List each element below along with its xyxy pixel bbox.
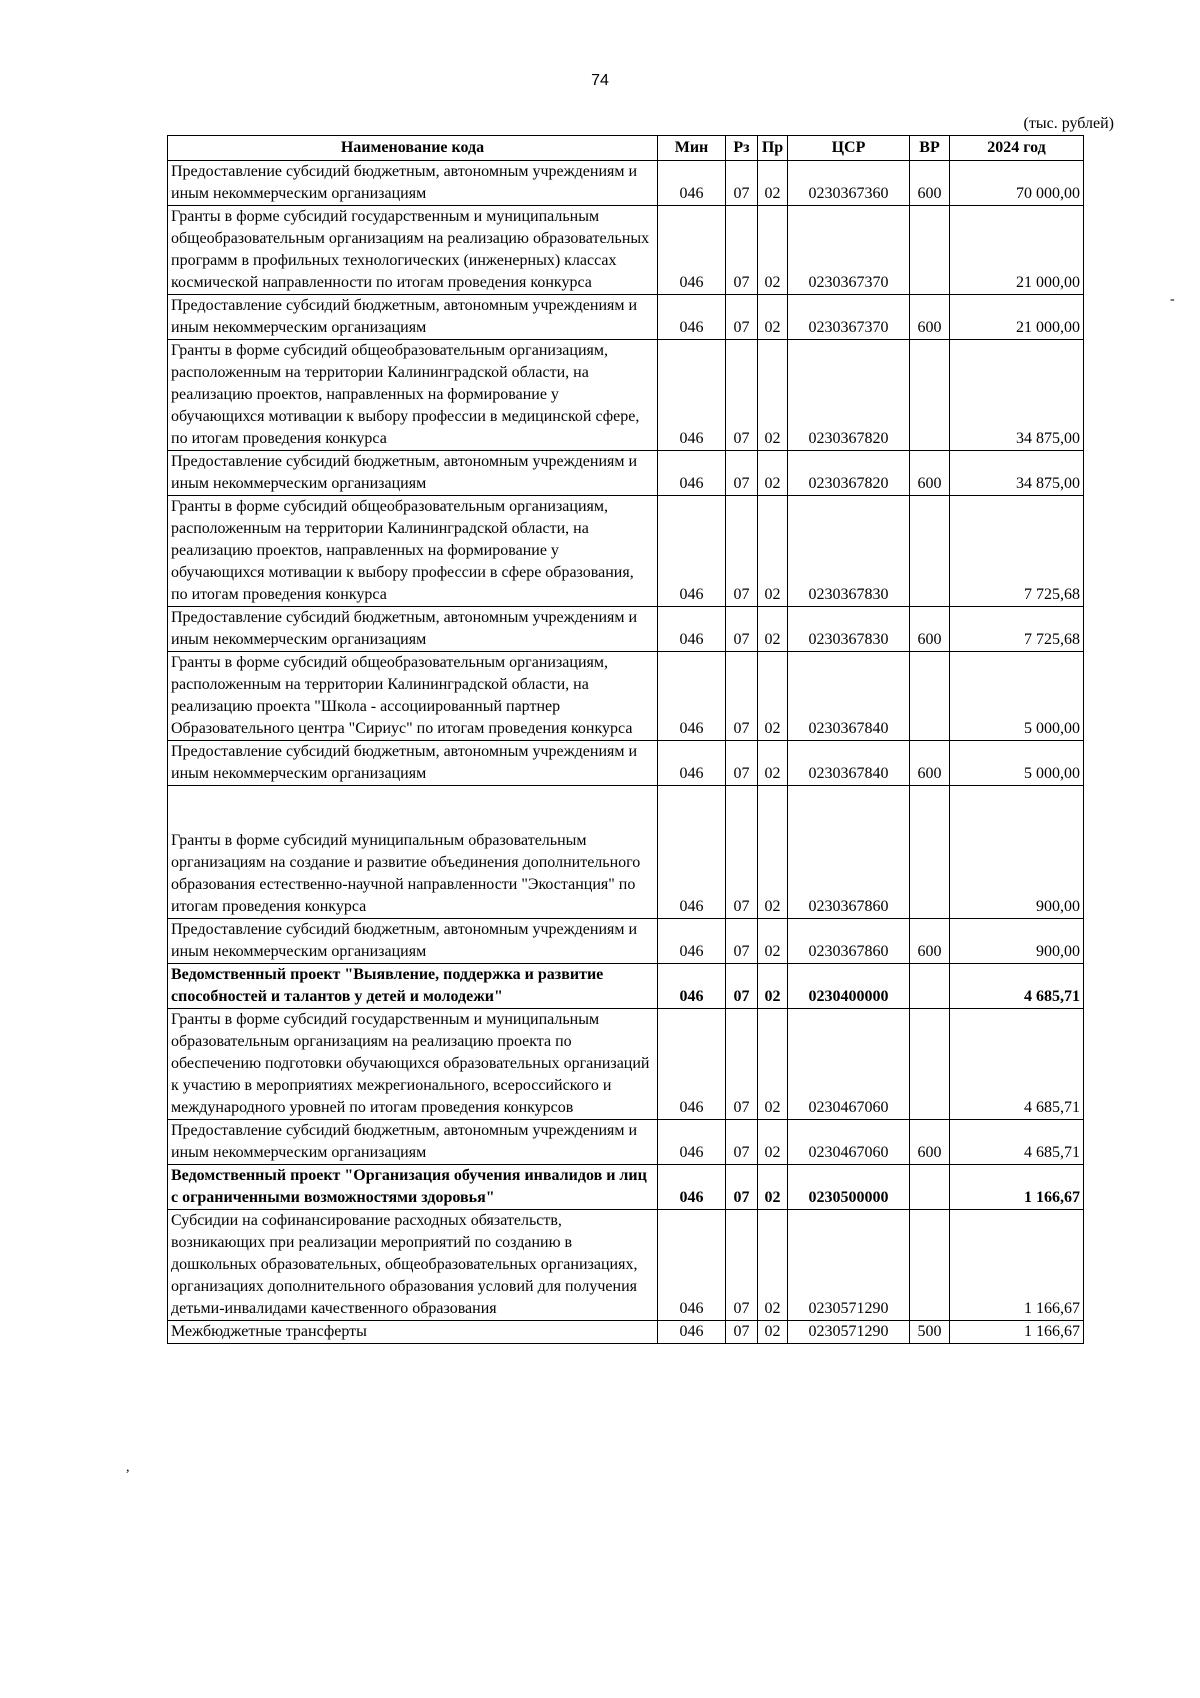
row-pr: 02 (758, 964, 788, 1009)
row-vr: 600 (910, 451, 950, 496)
row-amount: 4 685,71 (950, 1009, 1084, 1120)
table-row (168, 919, 1084, 964)
column-header-name: Наименование кода (168, 136, 658, 161)
row-min: 046 (658, 652, 726, 741)
row-min: 046 (658, 1009, 726, 1120)
row-csr: 0230500000 (788, 1165, 910, 1210)
row-min: 046 (658, 1210, 726, 1321)
row-min: 046 (658, 295, 726, 340)
row-amount: 1 166,67 (950, 1321, 1084, 1344)
column-header-rz: Рз (726, 136, 758, 161)
column-header-min: Мин (658, 136, 726, 161)
row-pr: 02 (758, 340, 788, 451)
row-min: 046 (658, 607, 726, 652)
column-header-pr: Пр (758, 136, 788, 161)
row-amount: 1 166,67 (950, 1165, 1084, 1210)
row-name: Гранты в форме субсидий общеобразовательным организациям, расположенным на территории Калининградской области, на реализацию проектов, направленных на формирование у обучающихся мотивации к выбору профессии в сфере образования, по итогам проведения конкурса (168, 496, 658, 607)
row-pr: 02 (758, 919, 788, 964)
row-rz: 07 (726, 919, 758, 964)
row-rz: 07 (726, 340, 758, 451)
row-csr: 0230367370 (788, 206, 910, 295)
row-rz: 07 (726, 1120, 758, 1165)
row-name: Гранты в форме субсидий государственным и муниципальным образовательным организациям на реализацию проекта по обеспечению подготовки обучающихся образовательных организаций к участию в мероприятиях межрегионального, всероссийского и международного уровней по итогам проведения конкурсов (168, 1009, 658, 1120)
row-min: 046 (658, 1321, 726, 1344)
table-row (168, 206, 1084, 295)
row-amount: 900,00 (950, 919, 1084, 964)
budget-table (167, 135, 1084, 1344)
row-vr: 600 (910, 295, 950, 340)
row-rz: 07 (726, 964, 758, 1009)
scan-mark: - (1170, 292, 1175, 307)
row-csr: 0230367820 (788, 451, 910, 496)
row-vr: 600 (910, 741, 950, 786)
row-pr: 02 (758, 1120, 788, 1165)
row-csr: 0230367830 (788, 496, 910, 607)
row-amount: 5 000,00 (950, 741, 1084, 786)
row-amount: 1 166,67 (950, 1210, 1084, 1321)
row-rz: 07 (726, 451, 758, 496)
row-vr (910, 206, 950, 295)
row-pr: 02 (758, 451, 788, 496)
row-rz: 07 (726, 1321, 758, 1344)
row-csr: 0230367860 (788, 919, 910, 964)
row-amount: 34 875,00 (950, 340, 1084, 451)
table-row (168, 1210, 1084, 1321)
row-amount: 21 000,00 (950, 295, 1084, 340)
row-pr: 02 (758, 295, 788, 340)
row-amount: 7 725,68 (950, 607, 1084, 652)
row-csr: 0230367830 (788, 607, 910, 652)
row-vr: 600 (910, 1120, 950, 1165)
row-amount: 4 685,71 (950, 1120, 1084, 1165)
table-row (168, 607, 1084, 652)
row-min: 046 (658, 919, 726, 964)
row-name: Предоставление субсидий бюджетным, автономным учреждениям и иным некоммерческим организациям (168, 451, 658, 496)
row-name: Предоставление субсидий бюджетным, автономным учреждениям и иным некоммерческим организациям (168, 607, 658, 652)
row-min: 046 (658, 786, 726, 919)
table-header-row (168, 136, 1084, 161)
row-vr (910, 964, 950, 1009)
row-min: 046 (658, 964, 726, 1009)
row-vr: 600 (910, 161, 950, 206)
row-csr: 0230571290 (788, 1210, 910, 1321)
row-amount: 5 000,00 (950, 652, 1084, 741)
row-rz: 07 (726, 496, 758, 607)
row-pr: 02 (758, 496, 788, 607)
row-amount: 34 875,00 (950, 451, 1084, 496)
row-csr: 0230367370 (788, 295, 910, 340)
row-min: 046 (658, 741, 726, 786)
row-pr: 02 (758, 1009, 788, 1120)
row-csr: 0230367360 (788, 161, 910, 206)
row-csr: 0230571290 (788, 1321, 910, 1344)
row-rz: 07 (726, 1210, 758, 1321)
row-pr: 02 (758, 161, 788, 206)
row-name: Предоставление субсидий бюджетным, автономным учреждениям и иным некоммерческим организациям (168, 919, 658, 964)
row-vr (910, 652, 950, 741)
row-rz: 07 (726, 1165, 758, 1210)
row-csr: 0230400000 (788, 964, 910, 1009)
row-min: 046 (658, 340, 726, 451)
row-vr: 600 (910, 919, 950, 964)
row-rz: 07 (726, 607, 758, 652)
row-rz: 07 (726, 1009, 758, 1120)
row-csr: 0230467060 (788, 1120, 910, 1165)
table-row (168, 741, 1084, 786)
row-amount: 900,00 (950, 786, 1084, 919)
row-vr (910, 1009, 950, 1120)
row-min: 046 (658, 161, 726, 206)
row-amount: 4 685,71 (950, 964, 1084, 1009)
row-rz: 07 (726, 786, 758, 919)
row-csr: 0230367840 (788, 652, 910, 741)
row-rz: 07 (726, 741, 758, 786)
row-name: Субсидии на софинансирование расходных обязательств, возникающих при реализации мероприятий по созданию в дошкольных образовательных, общеобразовательных организациях, организациях дополнительного образования условий для получения детьми-инвалидами качественного образования (168, 1210, 658, 1321)
row-name: Межбюджетные трансферты (168, 1321, 658, 1344)
table-row (168, 340, 1084, 451)
row-vr (910, 1165, 950, 1210)
table-row (168, 295, 1084, 340)
column-header-csr: ЦСР (788, 136, 910, 161)
row-name: Ведомственный проект "Организация обучения инвалидов и лиц с ограниченными возможностями здоровья" (168, 1165, 658, 1210)
row-name: Предоставление субсидий бюджетным, автономным учреждениям и иным некоммерческим организациям (168, 741, 658, 786)
column-header-year: 2024 год (950, 136, 1084, 161)
row-vr: 600 (910, 607, 950, 652)
row-csr: 0230467060 (788, 1009, 910, 1120)
row-amount: 21 000,00 (950, 206, 1084, 295)
row-vr (910, 496, 950, 607)
row-vr (910, 786, 950, 919)
row-csr: 0230367840 (788, 741, 910, 786)
row-name: Предоставление субсидий бюджетным, автономным учреждениям и иным некоммерческим организациям (168, 1120, 658, 1165)
row-amount: 7 725,68 (950, 496, 1084, 607)
row-min: 046 (658, 451, 726, 496)
row-pr: 02 (758, 607, 788, 652)
table-row (168, 161, 1084, 206)
page-number: 74 (591, 72, 609, 89)
row-name: Гранты в форме субсидий государственным и муниципальным общеобразовательным организациям на реализацию образовательных программ в профильных технологических (инженерных) классах космической направленности по итогам проведения конкурса (168, 206, 658, 295)
units-label: (тыс. рублей) (1023, 115, 1114, 132)
row-vr: 500 (910, 1321, 950, 1344)
row-rz: 07 (726, 161, 758, 206)
row-min: 046 (658, 496, 726, 607)
row-amount: 70 000,00 (950, 161, 1084, 206)
row-name: Ведомственный проект "Выявление, поддержка и развитие способностей и талантов у детей и молодежи" (168, 964, 658, 1009)
table-row (168, 1165, 1084, 1210)
row-vr (910, 1210, 950, 1321)
row-rz: 07 (726, 295, 758, 340)
row-pr: 02 (758, 1165, 788, 1210)
row-min: 046 (658, 1165, 726, 1210)
table-row (168, 1009, 1084, 1120)
row-name: Гранты в форме субсидий муниципальным образовательным организациям на создание и развитие объединения дополнительного образования естественно-научной направленности "Экостанция" по итогам проведения конкурса (168, 786, 658, 919)
row-csr: 0230367860 (788, 786, 910, 919)
row-min: 046 (658, 206, 726, 295)
scan-mark: , (126, 1460, 130, 1475)
row-name: Предоставление субсидий бюджетным, автономным учреждениям и иным некоммерческим организациям (168, 295, 658, 340)
table-row (168, 496, 1084, 607)
row-rz: 07 (726, 652, 758, 741)
row-pr: 02 (758, 741, 788, 786)
row-rz: 07 (726, 206, 758, 295)
table-row (168, 786, 1084, 919)
row-pr: 02 (758, 652, 788, 741)
row-pr: 02 (758, 206, 788, 295)
row-name: Гранты в форме субсидий общеобразовательным организациям, расположенным на территории Калининградской области, на реализацию проектов, направленных на формирование у обучающихся мотивации к выбору профессии в медицинской сфере, по итогам проведения конкурса (168, 340, 658, 451)
row-csr: 0230367820 (788, 340, 910, 451)
row-name: Предоставление субсидий бюджетным, автономным учреждениям и иным некоммерческим организациям (168, 161, 658, 206)
row-pr: 02 (758, 1321, 788, 1344)
table-row (168, 1321, 1084, 1344)
table-row (168, 451, 1084, 496)
row-min: 046 (658, 1120, 726, 1165)
row-vr (910, 340, 950, 451)
row-name: Гранты в форме субсидий общеобразовательным организациям, расположенным на территории Калининградской области, на реализацию проекта "Школа - ассоциированный партнер Образовательного центра "Сириус" по итогам проведения конкурса (168, 652, 658, 741)
column-header-vr: ВР (910, 136, 950, 161)
table-row (168, 1120, 1084, 1165)
row-pr: 02 (758, 1210, 788, 1321)
table-row (168, 964, 1084, 1009)
table-row (168, 652, 1084, 741)
row-pr: 02 (758, 786, 788, 919)
